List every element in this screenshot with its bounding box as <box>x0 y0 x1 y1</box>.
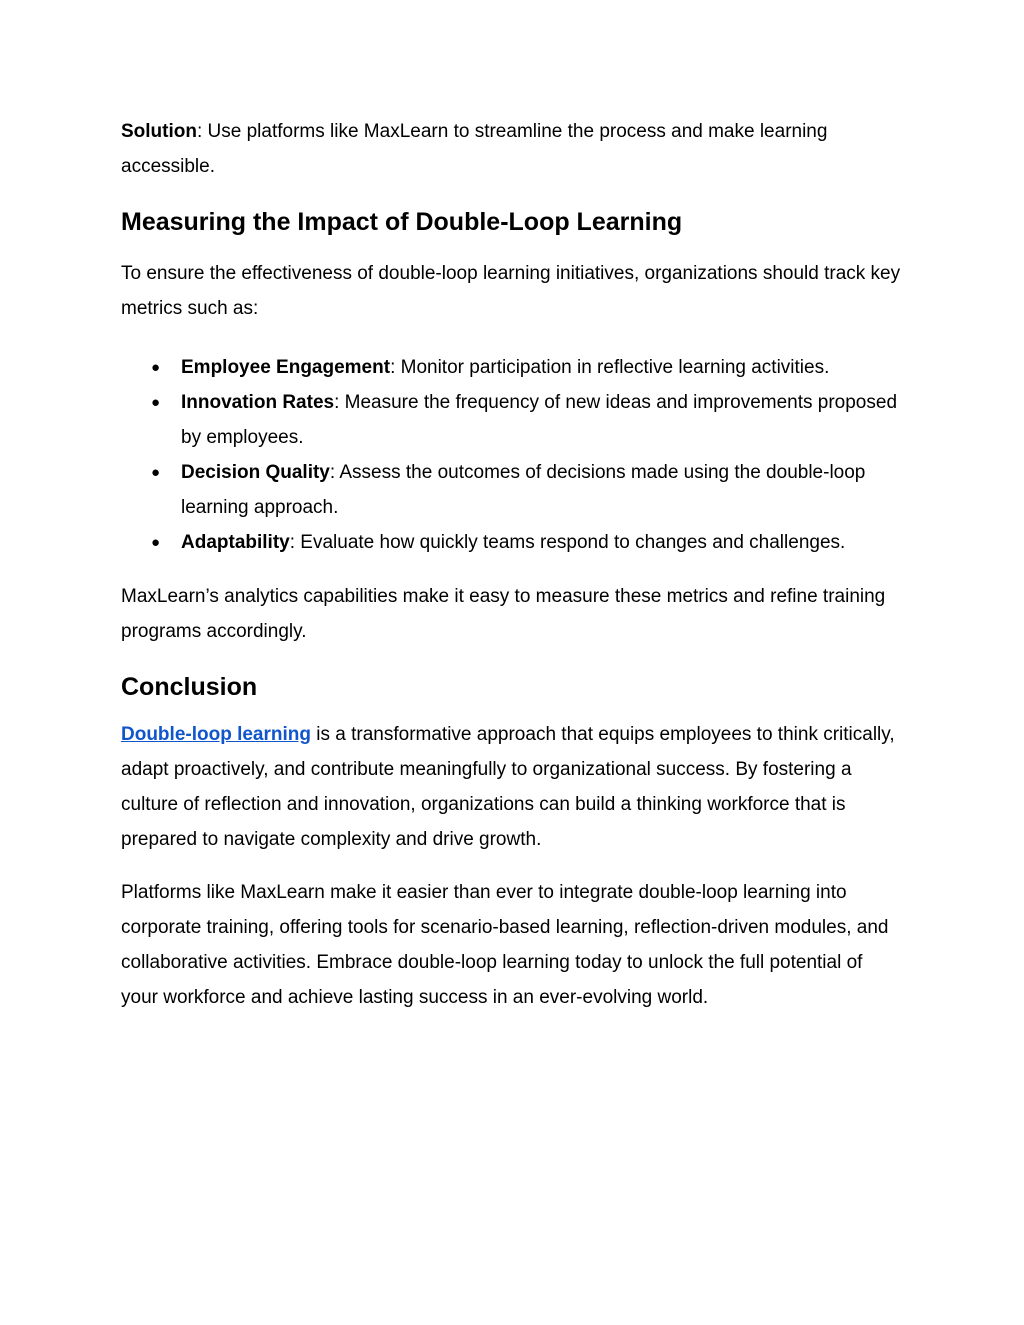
conclusion-paragraph-2: Platforms like MaxLearn make it easier than ever to integrate double-loop learning into corporate training, offering tools for scenario-based learning, reflection-driven modules, and collaborative activities. Embrace double-loop learning today to unlock the full potential of your workforce and achieve lasting success in an ever-evolving world. <box>121 882 889 1008</box>
conclusion-paragraph-1-text: is a transformative approach that equips employees to think critically, adapt proactively, and contribute meaningfully to organizational success. By fostering a culture of reflection and innovation, organizations can build a thinking workforce that is prepared to navigate complexity and drive growth. <box>121 724 895 850</box>
metric-label: Adaptability <box>181 532 290 553</box>
metric-label: Innovation Rates <box>181 392 335 413</box>
measuring-heading: Measuring the Impact of Double-Loop Learning <box>121 208 683 236</box>
list-item <box>121 525 901 560</box>
solution-paragraph <box>121 114 901 184</box>
document-page <box>121 114 901 1015</box>
bullet-icon: ● <box>151 394 161 411</box>
list-item <box>121 385 901 455</box>
measuring-intro: To ensure the effectiveness of double-loop learning initiatives, organizations should track key metrics such as: <box>121 263 901 319</box>
conclusion-paragraph-1 <box>121 717 901 857</box>
double-loop-learning-link[interactable]: Double-loop learning <box>121 724 311 745</box>
list-item <box>121 455 901 525</box>
metric-text: : Evaluate how quickly teams respond to changes and challenges. <box>289 532 846 553</box>
conclusion-heading: Conclusion <box>121 673 258 701</box>
solution-text: : Use platforms like MaxLearn to streamline the process and make learning accessible. <box>121 121 828 177</box>
solution-label: Solution <box>121 121 197 142</box>
list-item <box>121 350 901 385</box>
bullet-icon: ● <box>151 534 161 551</box>
bullet-icon: ● <box>151 464 161 481</box>
analytics-paragraph: MaxLearn’s analytics capabilities make it easy to measure these metrics and refine training programs accordingly. <box>121 586 886 642</box>
metric-text: : Assess the outcomes of decisions made using the double-loop learning approach. <box>181 462 866 518</box>
metric-label: Decision Quality <box>181 462 330 483</box>
metric-text: : Measure the frequency of new ideas and improvements proposed by employees. <box>181 392 898 448</box>
metric-label: Employee Engagement <box>181 357 391 378</box>
bullet-icon: ● <box>151 359 161 376</box>
metrics-list <box>121 350 901 560</box>
metric-text: : Monitor participation in reflective learning activities. <box>390 357 830 378</box>
